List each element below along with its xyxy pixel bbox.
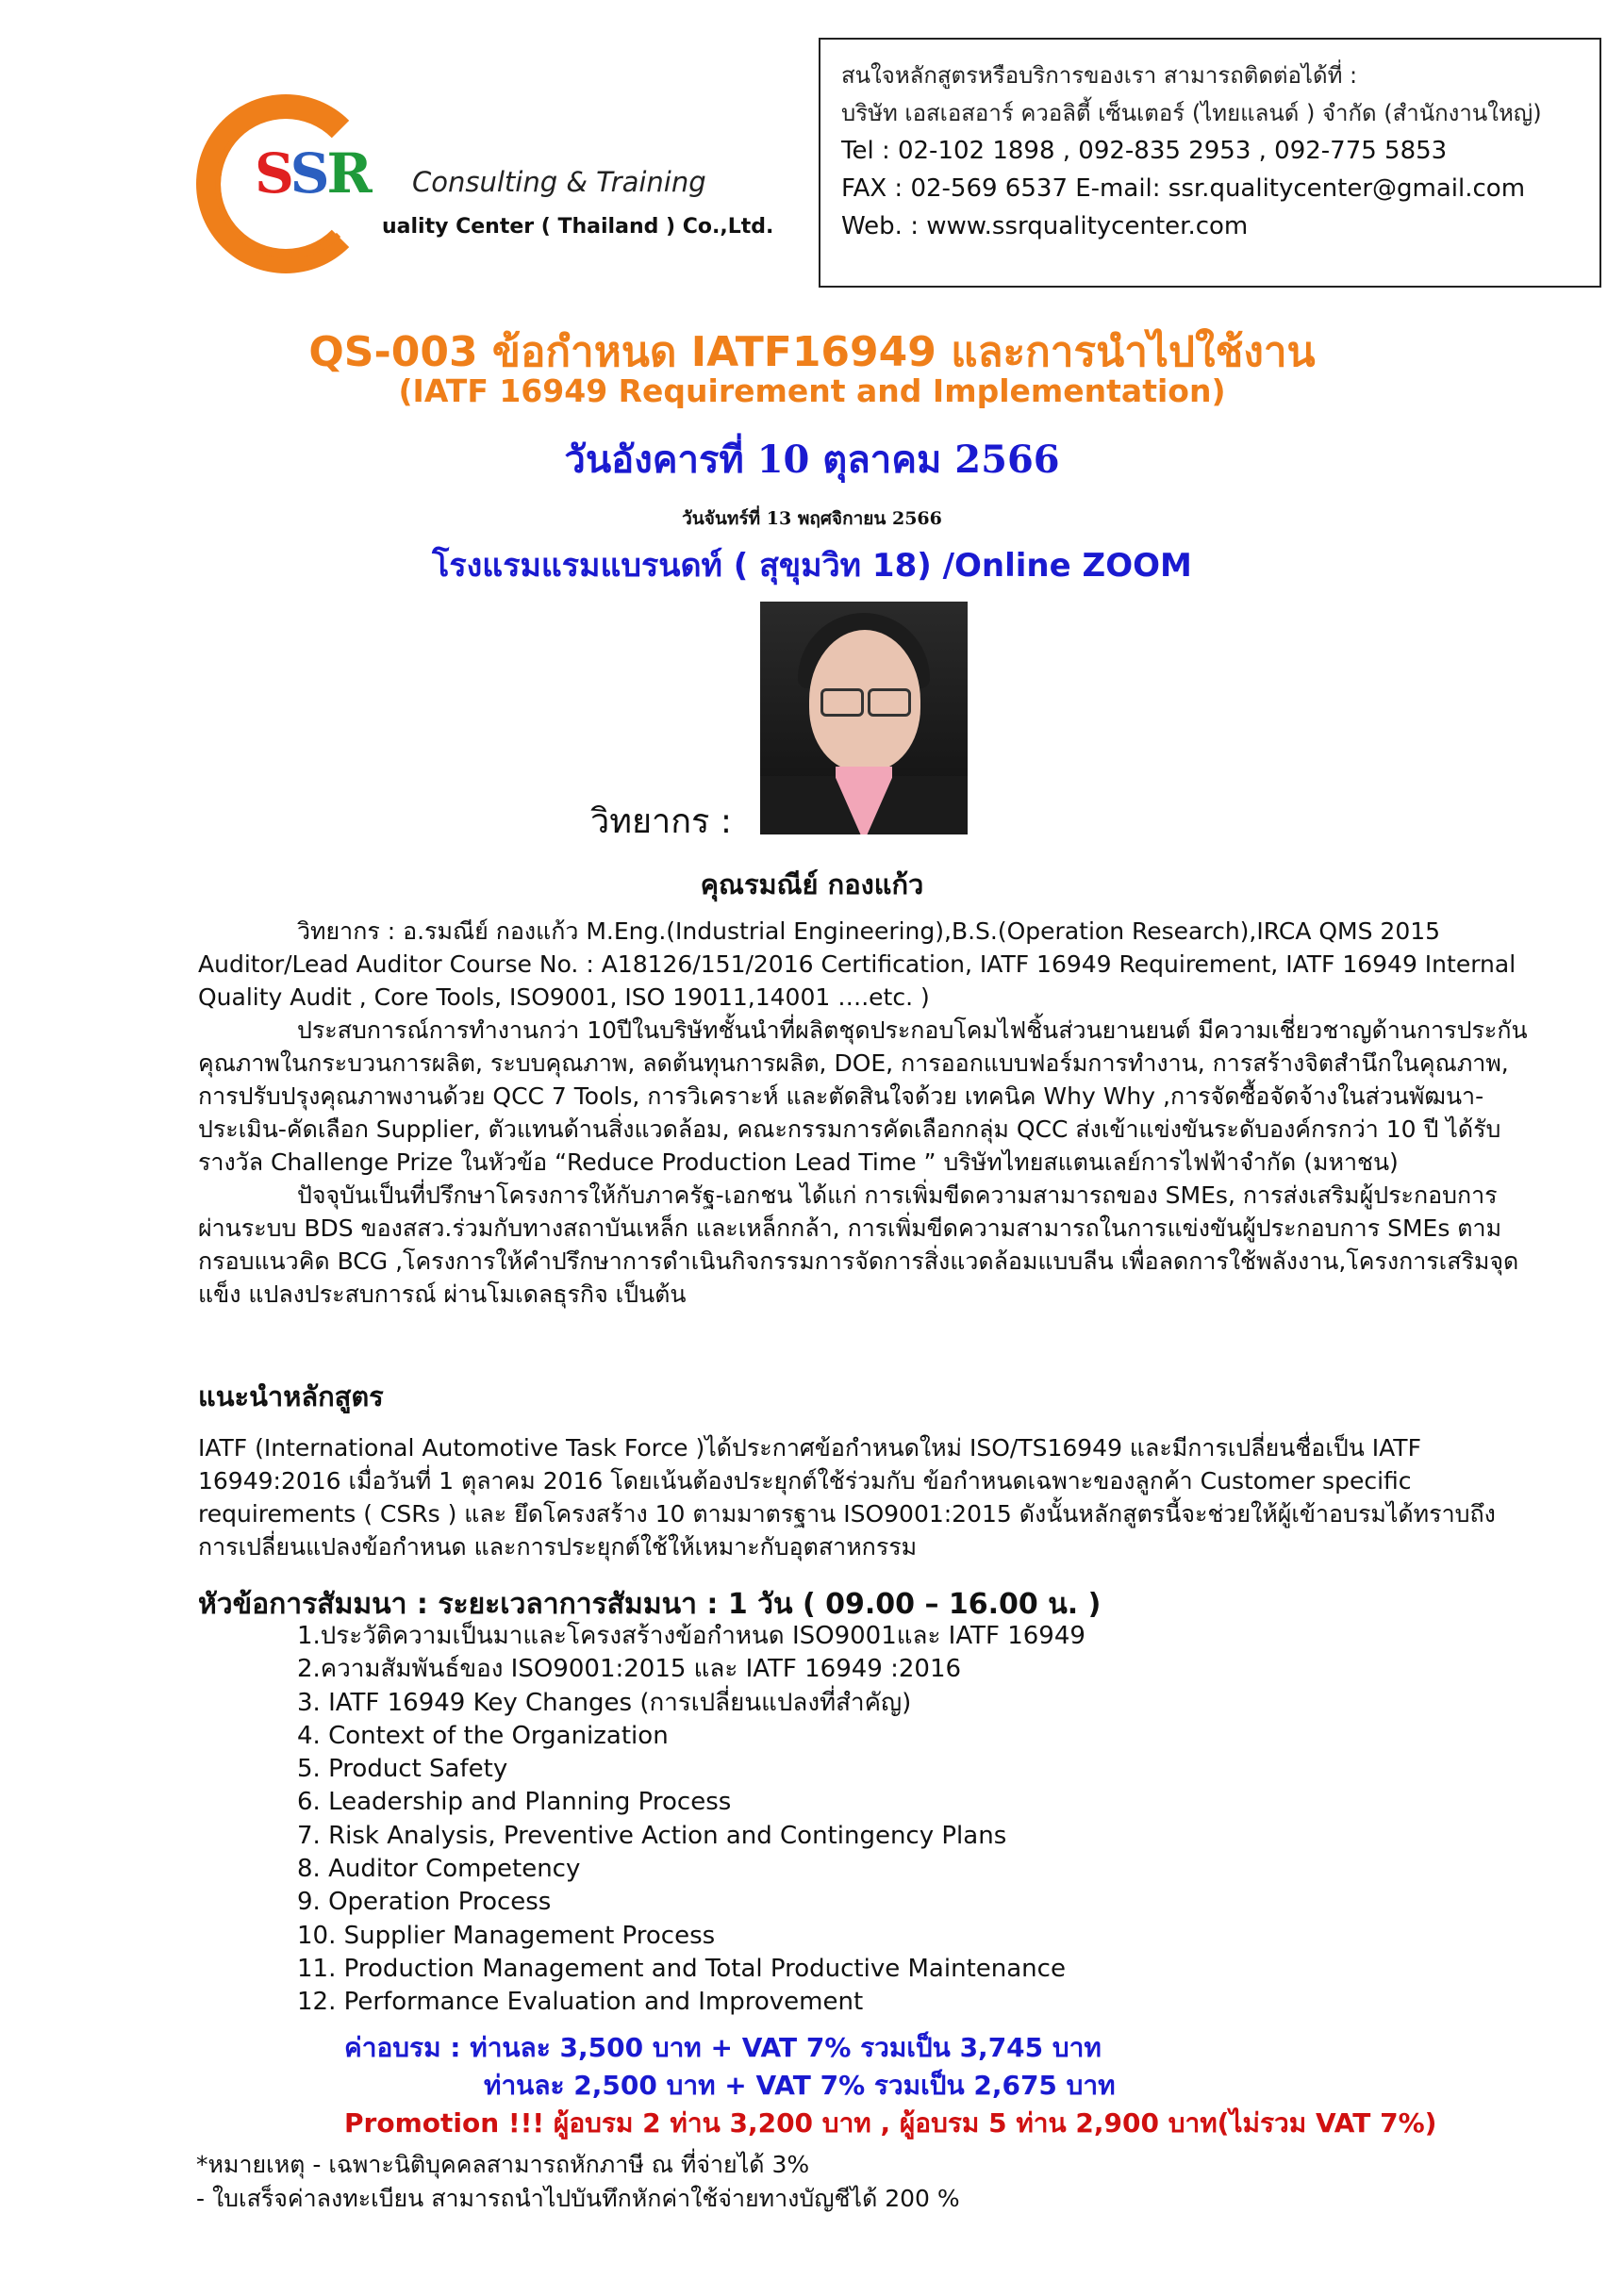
course-title: QS-003 ข้อกำหนด IATF16949 และการนำไปใช้งาน [308, 328, 1316, 376]
course-date: วันอังคารที่ 10 ตุลาคม 2566 [564, 438, 1060, 482]
course-title-english: (IATF 16949 Requirement and Implementation) [398, 372, 1226, 409]
topic-item: 3. IATF 16949 Key Changes (การเปลี่ยนแปลงที่สำคัญ) [297, 1688, 912, 1717]
topic-item: 9. Operation Process [297, 1888, 552, 1917]
course-venue: โรงแรมแรมแบรนดท์ ( สุขุมวิท 18) /Online ZOOM [432, 547, 1192, 585]
topic-item: 5. Product Safety [297, 1755, 508, 1784]
topic-item: 12. Performance Evaluation and Improvement [297, 1988, 864, 2017]
note-2: - ใบเสร็จค่าลงทะเบียน สามารถนำไปบันทึกหักค่าใช้จ่ายทางบัญชีได้ 200 % [196, 2185, 960, 2212]
contact-line-2: บริษัท เอสเอสอาร์ ควอลิตี้ เซ็นเตอร์ (ไทยแลนด์ ) จำกัด (สำนักงานใหญ่) [841, 100, 1542, 126]
contact-tel: Tel : 02-102 1898 , 092-835 2953 , 092-775 5853 [841, 137, 1448, 165]
topic-item: 6. Leadership and Planning Process [297, 1788, 732, 1817]
bio-paragraph-1: วิทยากร : อ.รมณีย์ กองแก้ว M.Eng.(Industrial Engineering),B.S.(Operation Research),IRCA QMS 2015 Auditor/Lead Auditor Course No. : A18126/151/2016 Certification, IATF 16949 Requirement, IATF 16949 Internal Quality Audit , Core Tools, ISO9001, ISO 19011,14001 ….etc. ) [198, 917, 1516, 1011]
lecturer-label: วิทยากร : [590, 802, 732, 841]
course-intro-heading: แนะนำหลักสูตร [198, 1380, 384, 1412]
logo-tagline: Consulting & Training [412, 166, 706, 198]
topic-item: 10. Supplier Management Process [297, 1921, 716, 1950]
contact-box [819, 38, 1601, 288]
topic-item: 4. Context of the Organization [297, 1721, 669, 1750]
contact-line-1: สนใจหลักสูตรหรือบริการของเรา สามารถติดต่อได้ที่ : [841, 62, 1358, 89]
contact-fax-email: FAX : 02-569 6537 E-mail: ssr.qualitycenter@gmail.com [841, 174, 1526, 203]
topics-heading: หัวข้อการสัมมนา : ระยะเวลาการสัมมนา : 1 วัน ( 09.00 – 16.00 น. ) [198, 1588, 1102, 1621]
course-intro-text: IATF (International Automotive Task Force )ได้ประกาศข้อกำหนดใหม่ ISO/TS16949 และมีการเปลี่ยนชื่อเป็น IATF 16949:2016 เมื่อวันที่ 1 ตุลาคม 2016 โดยเน้นต้องประยุกต์ใช้ร่วมกับ ข้อกำหนดเฉพาะของลูกค้า Customer specific requirements ( CSRs ) และ ยึดโครงสร้าง 10 ตามมาตรฐาน ISO9001:2015 ดังนั้นหลักสูตรนี้จะช่วยให้ผู้เข้าอบรมได้ทราบถึงการเปลี่ยนแปลงข้อกำหนด และการประยุกต์ใช้ให้เหมาะกับอุตสาหกรรม [198, 1434, 1496, 1561]
fee-line-2: ท่านละ 2,500 บาท + VAT 7% รวมเป็น 2,675 บาท [484, 2070, 1116, 2101]
logo-ssr-text: SSR [255, 141, 370, 206]
topic-item: 2.ความสัมพันธ์ของ ISO9001:2015 และ IATF 16949 :2016 [297, 1655, 962, 1684]
topic-item: 8. Auditor Competency [297, 1855, 581, 1884]
lecturer-bio [198, 915, 1528, 1311]
lecturer-photo [760, 602, 968, 834]
logo-company-name: uality Center ( Thailand ) Co.,Ltd. [382, 215, 774, 239]
topics-list [297, 1620, 1085, 2020]
topic-item: 11. Production Management and Total Productive Maintenance [297, 1954, 1066, 1983]
note-1: *หมายเหตุ - เฉพาะนิติบุคคลสามารถหักภาษี ณ ที่จ่ายได้ 3% [196, 2151, 810, 2178]
promotion-line: Promotion !!! ผู้อบรม 2 ท่าน 3,200 บาท , ผู้อบรม 5 ท่าน 2,900 บาท(ไม่รวม VAT 7%) [344, 2107, 1437, 2139]
topic-item: 1.ประวัติความเป็นมาและโครงสร้างข้อกำหนด ISO9001และ IATF 16949 [297, 1622, 1085, 1650]
course-intro [198, 1431, 1528, 1563]
fee-line-1: ค่าอบรม : ท่านละ 3,500 บาท + VAT 7% รวมเป็น 3,745 บาท [344, 2032, 1102, 2063]
course-date-secondary: วันจันทร์ที่ 13 พฤศจิกายน 2566 [682, 508, 942, 529]
bio-paragraph-2: ประสบการณ์การทำงานกว่า 10ปีในบริษัทชั้นนำที่ผลิตชุดประกอบโคมไฟชิ้นส่วนยานยนต์ มีความเชี่ยวชาญด้านการประกันคุณภาพในกระบวนการผลิต, ระบบคุณภาพ, ลดต้นทุนการผลิต, DOE, การออกแบบฟอร์มการทำงาน, การสร้างจิตสำนึกในคุณภาพ, การปรับปรุงคุณภาพงานด้วย QCC 7 Tools, การวิเคราะห์ และตัดสินใจด้วย เทคนิค Why Why ,การจัดซื้อจัดจ้างในส่วนพัฒนา-ประเมิน-คัดเลือก Supplier, ตัวแทนด้านสิ่งแวดล้อม, คณะกรรมการคัดเลือกกลุ่ม QCC ส่งเข้าแข่งขันระดับองค์กรกว่า 10 ปี ได้รับรางวัล Challenge Prize ในหัวข้อ “Reduce Production Lead Time ” บริษัทไทยสแตนเลย์การไฟฟ้าจำกัด (มหาชน) [198, 1016, 1528, 1176]
topic-item: 7. Risk Analysis, Preventive Action and Contingency Plans [297, 1821, 1007, 1850]
lecturer-name: คุณรมณีย์ กองแก้ว [700, 868, 924, 900]
contact-web: Web. : www.ssrqualitycenter.com [841, 212, 1249, 240]
bio-paragraph-3: ปัจจุบันเป็นที่ปรึกษาโครงการให้กับภาครัฐ-เอกชน ได้แก่ การเพิ่มขีดความสามารถของ SMEs, การส่งเสริมผู้ประกอบการผ่านระบบ BDS ของสสว.ร่วมกับทางสถาบันเหล็ก และเหล็กกล้า, การเพิ่มขีดความสามารถในการแข่งขันผู้ประกอบการ SMEs ตามกรอบแนวคิด BCG ,โครงการให้คำปรึกษาการดำเนินกิจกรรมการจัดการสิ่งแวดล้อมแบบลีน เพื่อลดการใช้พลังงาน,โครงการเสริมจุดแข็ง แปลงประสบการณ์ ผ่านโมเดลธุรกิจ เป็นต้น [198, 1181, 1519, 1308]
